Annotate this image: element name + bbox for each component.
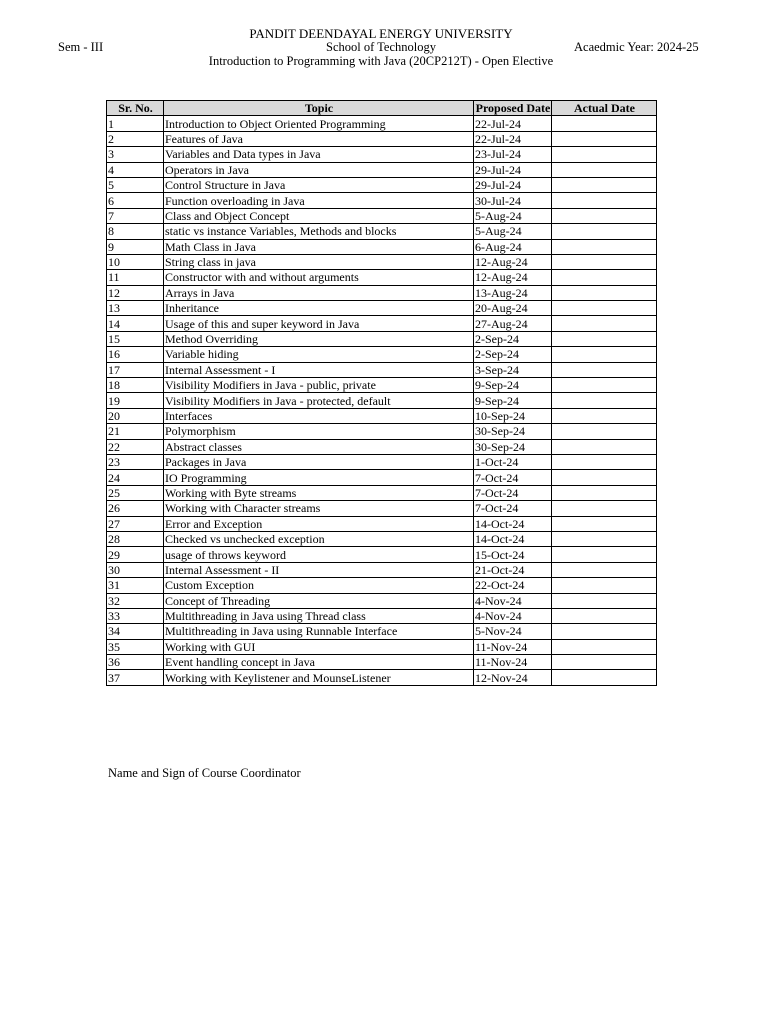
proposed-date-cell: 22-Jul-24	[474, 131, 552, 146]
course-title: Introduction to Programming with Java (20CP212T) - Open Elective	[208, 54, 554, 68]
lesson-plan-table	[106, 100, 657, 686]
table-row	[107, 578, 657, 593]
proposed-date-cell: 27-Aug-24	[474, 316, 552, 331]
sr-no-cell: 24	[107, 470, 164, 485]
table-row	[107, 285, 657, 300]
topic-cell: Arrays in Java	[164, 285, 474, 300]
sr-no-cell: 27	[107, 516, 164, 531]
university-name: PANDIT DEENDAYAL ENERGY UNIVERSITY	[249, 26, 513, 41]
proposed-date-cell: 7-Oct-24	[474, 485, 552, 500]
sr-no-cell: 36	[107, 655, 164, 670]
proposed-date-cell: 5-Aug-24	[474, 208, 552, 223]
actual-date-cell	[552, 531, 657, 546]
sr-no-cell: 26	[107, 501, 164, 516]
actual-date-cell	[552, 347, 657, 362]
actual-date-cell	[552, 408, 657, 423]
sr-no-cell: 18	[107, 378, 164, 393]
proposed-date-cell: 13-Aug-24	[474, 285, 552, 300]
topic-cell: Packages in Java	[164, 454, 474, 469]
topic-cell: Variable hiding	[164, 347, 474, 362]
sr-no-cell: 37	[107, 670, 164, 685]
actual-date-cell	[552, 285, 657, 300]
proposed-date-cell: 23-Jul-24	[474, 147, 552, 162]
sr-no-cell: 22	[107, 439, 164, 454]
proposed-date-cell: 22-Oct-24	[474, 578, 552, 593]
actual-date-cell	[552, 270, 657, 285]
table-row	[107, 670, 657, 685]
topic-cell: Inheritance	[164, 301, 474, 316]
table-row	[107, 208, 657, 223]
topic-cell: Concept of Threading	[164, 593, 474, 608]
sr-no-cell: 15	[107, 331, 164, 346]
sr-no-cell: 21	[107, 424, 164, 439]
proposed-date-cell: 10-Sep-24	[474, 408, 552, 423]
table-row	[107, 239, 657, 254]
sr-no-cell: 28	[107, 531, 164, 546]
table-row	[107, 593, 657, 608]
sr-no-cell: 33	[107, 608, 164, 623]
column-header-proposed-date: Proposed Date	[474, 101, 552, 116]
actual-date-cell	[552, 470, 657, 485]
sr-no-cell: 7	[107, 208, 164, 223]
sr-no-cell: 23	[107, 454, 164, 469]
topic-cell: Features of Java	[164, 131, 474, 146]
proposed-date-cell: 5-Aug-24	[474, 224, 552, 239]
academic-year-label: Acaedmic Year: 2024-25	[574, 40, 699, 54]
proposed-date-cell: 12-Aug-24	[474, 270, 552, 285]
sr-no-cell: 25	[107, 485, 164, 500]
proposed-date-cell: 4-Nov-24	[474, 608, 552, 623]
table-row	[107, 116, 657, 131]
topic-cell: String class in java	[164, 254, 474, 269]
sr-no-cell: 35	[107, 639, 164, 654]
sr-no-cell: 10	[107, 254, 164, 269]
school-name: School of Technology	[326, 40, 436, 54]
table-row	[107, 562, 657, 577]
table-row	[107, 454, 657, 469]
proposed-date-cell: 21-Oct-24	[474, 562, 552, 577]
table-row	[107, 362, 657, 377]
actual-date-cell	[552, 454, 657, 469]
table-row	[107, 224, 657, 239]
topic-cell: Working with Keylistener and MounseListener	[164, 670, 474, 685]
actual-date-cell	[552, 424, 657, 439]
actual-date-cell	[552, 501, 657, 516]
table-row	[107, 393, 657, 408]
proposed-date-cell: 12-Nov-24	[474, 670, 552, 685]
table-row	[107, 516, 657, 531]
actual-date-cell	[552, 131, 657, 146]
actual-date-cell	[552, 562, 657, 577]
proposed-date-cell: 9-Sep-24	[474, 378, 552, 393]
table-body	[107, 116, 657, 685]
table-row	[107, 639, 657, 654]
proposed-date-cell: 2-Sep-24	[474, 331, 552, 346]
table-row	[107, 254, 657, 269]
table-row	[107, 301, 657, 316]
proposed-date-cell: 6-Aug-24	[474, 239, 552, 254]
topic-cell: Checked vs unchecked exception	[164, 531, 474, 546]
topic-cell: Abstract classes	[164, 439, 474, 454]
actual-date-cell	[552, 239, 657, 254]
actual-date-cell	[552, 362, 657, 377]
topic-cell: Interfaces	[164, 408, 474, 423]
topic-cell: Class and Object Concept	[164, 208, 474, 223]
semester-label: Sem - III	[58, 40, 104, 54]
proposed-date-cell: 29-Jul-24	[474, 177, 552, 192]
topic-cell: Polymorphism	[164, 424, 474, 439]
proposed-date-cell: 12-Aug-24	[474, 254, 552, 269]
sr-no-cell: 17	[107, 362, 164, 377]
sr-no-cell: 16	[107, 347, 164, 362]
topic-cell: Multithreading in Java using Runnable Interface	[164, 624, 474, 639]
proposed-date-cell: 14-Oct-24	[474, 531, 552, 546]
table-row	[107, 470, 657, 485]
proposed-date-cell: 30-Sep-24	[474, 424, 552, 439]
topic-cell: static vs instance Variables, Methods and blocks	[164, 224, 474, 239]
sr-no-cell: 13	[107, 301, 164, 316]
actual-date-cell	[552, 485, 657, 500]
topic-cell: Event handling concept in Java	[164, 655, 474, 670]
sr-no-cell: 8	[107, 224, 164, 239]
topic-cell: Working with Byte streams	[164, 485, 474, 500]
sr-no-cell: 4	[107, 162, 164, 177]
actual-date-cell	[552, 393, 657, 408]
proposed-date-cell: 3-Sep-24	[474, 362, 552, 377]
topic-cell: Visibility Modifiers in Java - public, private	[164, 378, 474, 393]
column-header-sr-no: Sr. No.	[107, 101, 164, 116]
sr-no-cell: 3	[107, 147, 164, 162]
topic-cell: Custom Exception	[164, 578, 474, 593]
topic-cell: usage of throws keyword	[164, 547, 474, 562]
sr-no-cell: 1	[107, 116, 164, 131]
table-row	[107, 439, 657, 454]
actual-date-cell	[552, 224, 657, 239]
actual-date-cell	[552, 547, 657, 562]
topic-cell: Function overloading in Java	[164, 193, 474, 208]
topic-cell: Visibility Modifiers in Java - protected, default	[164, 393, 474, 408]
sr-no-cell: 9	[107, 239, 164, 254]
table-row	[107, 131, 657, 146]
topic-cell: IO Programming	[164, 470, 474, 485]
table-row	[107, 331, 657, 346]
sr-no-cell: 6	[107, 193, 164, 208]
actual-date-cell	[552, 116, 657, 131]
proposed-date-cell: 1-Oct-24	[474, 454, 552, 469]
topic-cell: Working with GUI	[164, 639, 474, 654]
table-row	[107, 531, 657, 546]
table-row	[107, 485, 657, 500]
sr-no-cell: 11	[107, 270, 164, 285]
table-row	[107, 270, 657, 285]
column-header-actual-date: Actual Date	[552, 101, 657, 116]
table-row	[107, 547, 657, 562]
actual-date-cell	[552, 147, 657, 162]
table-row	[107, 316, 657, 331]
sr-no-cell: 5	[107, 177, 164, 192]
actual-date-cell	[552, 655, 657, 670]
proposed-date-cell: 11-Nov-24	[474, 639, 552, 654]
topic-cell: Operators in Java	[164, 162, 474, 177]
actual-date-cell	[552, 439, 657, 454]
topic-cell: Variables and Data types in Java	[164, 147, 474, 162]
sr-no-cell: 31	[107, 578, 164, 593]
topic-cell: Internal Assessment - II	[164, 562, 474, 577]
table-row	[107, 608, 657, 623]
actual-date-cell	[552, 670, 657, 685]
table-row	[107, 624, 657, 639]
proposed-date-cell: 11-Nov-24	[474, 655, 552, 670]
table-row	[107, 501, 657, 516]
proposed-date-cell: 7-Oct-24	[474, 470, 552, 485]
table-row	[107, 347, 657, 362]
sr-no-cell: 2	[107, 131, 164, 146]
actual-date-cell	[552, 208, 657, 223]
actual-date-cell	[552, 593, 657, 608]
table-row	[107, 655, 657, 670]
proposed-date-cell: 29-Jul-24	[474, 162, 552, 177]
column-header-topic: Topic	[164, 101, 474, 116]
sr-no-cell: 20	[107, 408, 164, 423]
topic-cell: Error and Exception	[164, 516, 474, 531]
sr-no-cell: 32	[107, 593, 164, 608]
actual-date-cell	[552, 177, 657, 192]
actual-date-cell	[552, 578, 657, 593]
actual-date-cell	[552, 316, 657, 331]
topic-cell: Internal Assessment - I	[164, 362, 474, 377]
actual-date-cell	[552, 608, 657, 623]
table-row	[107, 408, 657, 423]
actual-date-cell	[552, 162, 657, 177]
actual-date-cell	[552, 193, 657, 208]
actual-date-cell	[552, 254, 657, 269]
table-row	[107, 424, 657, 439]
proposed-date-cell: 2-Sep-24	[474, 347, 552, 362]
topic-cell: Constructor with and without arguments	[164, 270, 474, 285]
topic-cell: Method Overriding	[164, 331, 474, 346]
sr-no-cell: 34	[107, 624, 164, 639]
proposed-date-cell: 4-Nov-24	[474, 593, 552, 608]
proposed-date-cell: 15-Oct-24	[474, 547, 552, 562]
topic-cell: Usage of this and super keyword in Java	[164, 316, 474, 331]
sr-no-cell: 12	[107, 285, 164, 300]
proposed-date-cell: 9-Sep-24	[474, 393, 552, 408]
table-row	[107, 162, 657, 177]
actual-date-cell	[552, 378, 657, 393]
actual-date-cell	[552, 516, 657, 531]
proposed-date-cell: 7-Oct-24	[474, 501, 552, 516]
actual-date-cell	[552, 331, 657, 346]
table-row	[107, 177, 657, 192]
actual-date-cell	[552, 301, 657, 316]
sr-no-cell: 14	[107, 316, 164, 331]
table-row	[107, 193, 657, 208]
proposed-date-cell: 30-Jul-24	[474, 193, 552, 208]
topic-cell: Introduction to Object Oriented Programming	[164, 116, 474, 131]
table-header-row	[107, 101, 657, 116]
proposed-date-cell: 5-Nov-24	[474, 624, 552, 639]
proposed-date-cell: 20-Aug-24	[474, 301, 552, 316]
sr-no-cell: 19	[107, 393, 164, 408]
topic-cell: Multithreading in Java using Thread class	[164, 608, 474, 623]
actual-date-cell	[552, 639, 657, 654]
topic-cell: Control Structure in Java	[164, 177, 474, 192]
proposed-date-cell: 30-Sep-24	[474, 439, 552, 454]
table-row	[107, 147, 657, 162]
sr-no-cell: 30	[107, 562, 164, 577]
proposed-date-cell: 14-Oct-24	[474, 516, 552, 531]
actual-date-cell	[552, 624, 657, 639]
sr-no-cell: 29	[107, 547, 164, 562]
proposed-date-cell: 22-Jul-24	[474, 116, 552, 131]
topic-cell: Working with Character streams	[164, 501, 474, 516]
table-row	[107, 378, 657, 393]
topic-cell: Math Class in Java	[164, 239, 474, 254]
coordinator-signature-label: Name and Sign of Course Coordinator	[108, 766, 301, 780]
